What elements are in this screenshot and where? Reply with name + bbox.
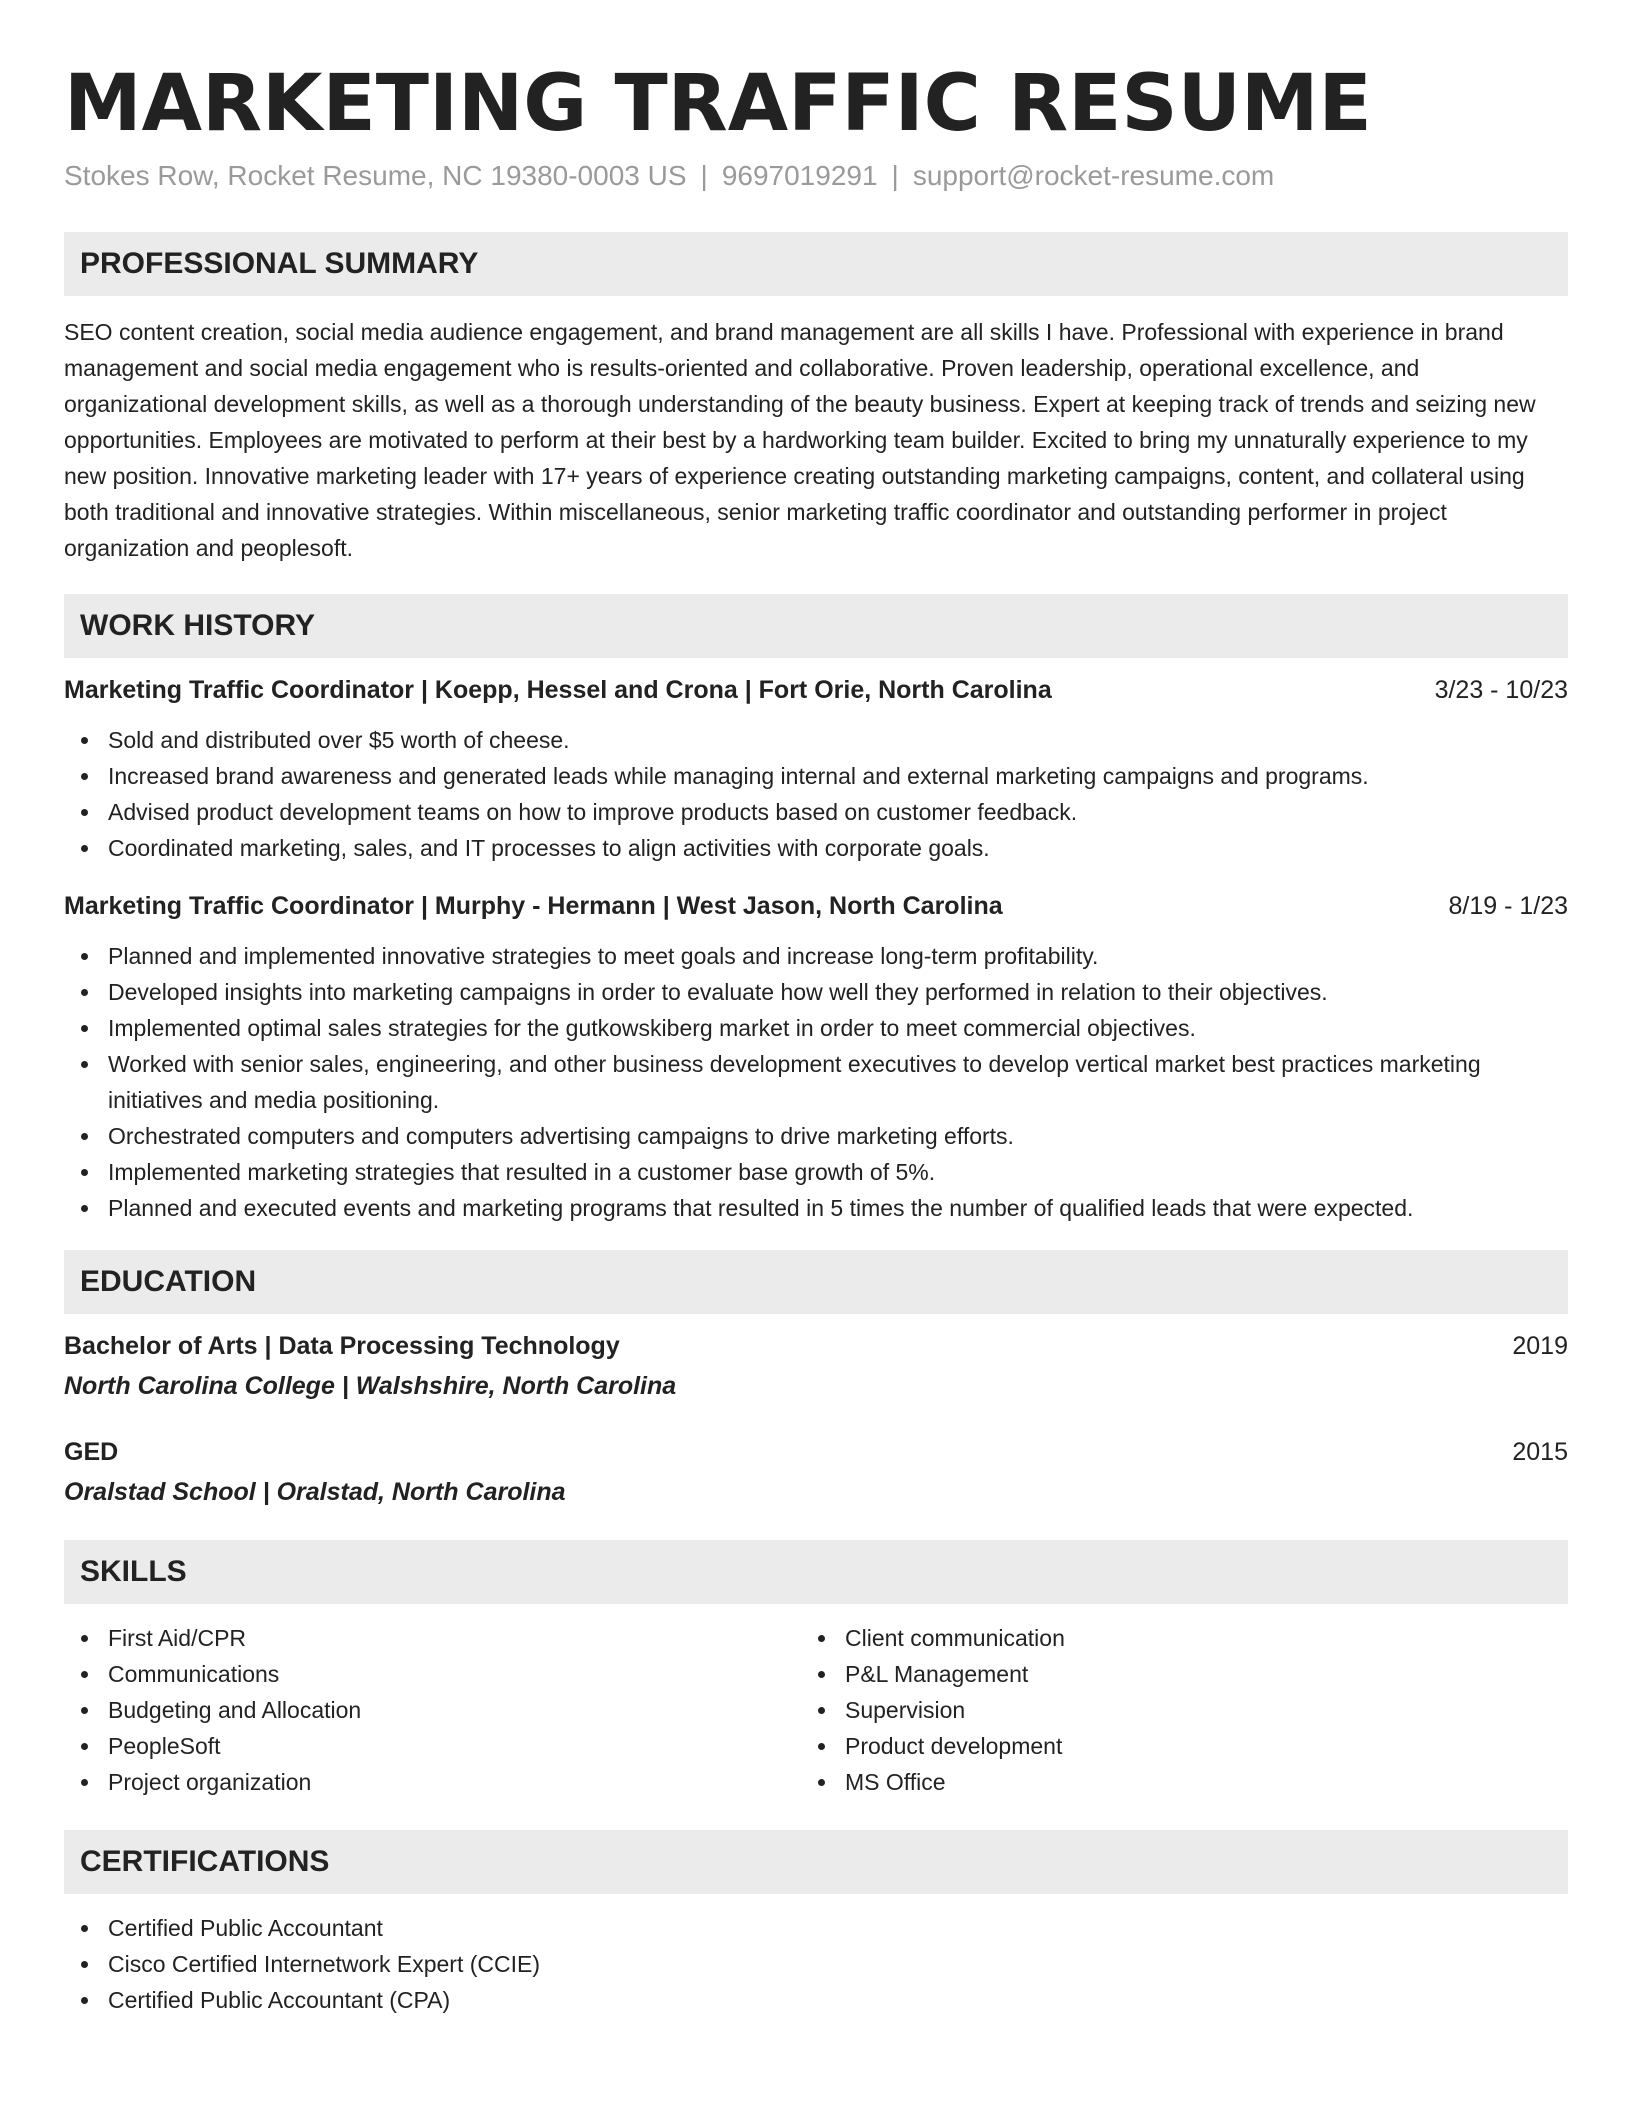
list-item: Project organization	[64, 1764, 801, 1800]
skills-column-left	[64, 1620, 801, 1800]
education-degree: GED	[64, 1438, 119, 1466]
job-dates: 8/19 - 1/23	[1448, 892, 1568, 920]
list-item: Worked with senior sales, engineering, and other business development executives to develop vertical market best practices marketing initiatives and media positioning.	[64, 1046, 1568, 1118]
job-bullets	[64, 938, 1568, 1226]
education-header	[64, 1328, 1568, 1364]
education-school: North Carolina College | Walshshire, North Carolina	[64, 1372, 677, 1400]
list-item: Planned and executed events and marketing programs that resulted in 5 times the number of qualified leads that were expected.	[64, 1190, 1568, 1226]
list-item: Developed insights into marketing campaigns in order to evaluate how well they performed in relation to their objectives.	[64, 974, 1568, 1010]
job-entry	[64, 672, 1568, 866]
education-entry	[64, 1328, 1568, 1404]
list-item: Orchestrated computers and computers advertising campaigns to drive marketing efforts.	[64, 1118, 1568, 1154]
job-dates: 3/23 - 10/23	[1434, 676, 1568, 704]
list-item: Sold and distributed over $5 worth of cheese.	[64, 722, 1568, 758]
job-title: Marketing Traffic Coordinator | Murphy - Hermann | West Jason, North Carolina	[64, 892, 1003, 920]
education-header	[64, 1434, 1568, 1470]
education-school: Oralstad School | Oralstad, North Carolina	[64, 1478, 566, 1506]
list-item: Supervision	[801, 1692, 1538, 1728]
list-item: First Aid/CPR	[64, 1620, 801, 1656]
skills-list	[801, 1620, 1538, 1800]
education-entry	[64, 1434, 1568, 1510]
work-history-heading: WORK HISTORY	[64, 594, 1568, 658]
job-header	[64, 672, 1568, 708]
certifications-heading: CERTIFICATIONS	[64, 1830, 1568, 1894]
certifications-list	[64, 1910, 1568, 2018]
skills-column-right	[801, 1620, 1538, 1800]
skills-grid	[64, 1620, 1568, 1800]
list-item: Coordinated marketing, sales, and IT processes to align activities with corporate goals.	[64, 830, 1568, 866]
contact-phone: 9697019291	[721, 160, 878, 191]
contact-line	[64, 158, 1568, 194]
contact-separator: |	[700, 160, 708, 191]
contact-email: support@rocket-resume.com	[912, 160, 1275, 191]
list-item: Communications	[64, 1656, 801, 1692]
contact-address: Stokes Row, Rocket Resume, NC 19380-0003 US	[64, 160, 687, 191]
education-year: 2015	[1512, 1438, 1568, 1466]
list-item: Planned and implemented innovative strategies to meet goals and increase long-term profitability.	[64, 938, 1568, 974]
list-item: Product development	[801, 1728, 1538, 1764]
list-item: Advised product development teams on how to improve products based on customer feedback.	[64, 794, 1568, 830]
job-title: Marketing Traffic Coordinator | Koepp, Hessel and Crona | Fort Orie, North Carolina	[64, 676, 1052, 704]
education-heading: EDUCATION	[64, 1250, 1568, 1314]
list-item: MS Office	[801, 1764, 1538, 1800]
list-item: Certified Public Accountant (CPA)	[64, 1982, 1568, 2018]
list-item: Implemented marketing strategies that resulted in a customer base growth of 5%.	[64, 1154, 1568, 1190]
list-item: P&L Management	[801, 1656, 1538, 1692]
list-item: Budgeting and Allocation	[64, 1692, 801, 1728]
resume-title: MARKETING TRAFFIC RESUME	[64, 59, 1372, 149]
job-header	[64, 888, 1568, 924]
education-degree: Bachelor of Arts | Data Processing Technology	[64, 1332, 620, 1360]
skills-heading: SKILLS	[64, 1540, 1568, 1604]
list-item: Certified Public Accountant	[64, 1910, 1568, 1946]
summary-text: SEO content creation, social media audience engagement, and brand management are all skills I have. Professional with experience in brand management and social media engagement who is results-oriented and collaborative. Proven leadership, operational excellence, and organizational development skills, as well as a thorough understanding of the beauty business. Expert at keeping track of trends and seizing new opportunities. Employees are motivated to perform at their best by a hardworking team builder. Excited to bring my unnaturally experience to my new position. Innovative marketing leader with 17+ years of experience creating outstanding marketing campaigns, content, and collateral using both traditional and innovative strategies. Within miscellaneous, senior marketing traffic coordinator and outstanding performer in project organization and peoplesoft.	[64, 319, 1536, 561]
education-year: 2019	[1512, 1332, 1568, 1360]
job-entry	[64, 888, 1568, 1226]
list-item: Implemented optimal sales strategies for the gutkowskiberg market in order to meet commercial objectives.	[64, 1010, 1568, 1046]
list-item: PeopleSoft	[64, 1728, 801, 1764]
summary-heading: PROFESSIONAL SUMMARY	[64, 232, 1568, 296]
skills-list	[64, 1620, 801, 1800]
list-item: Client communication	[801, 1620, 1538, 1656]
list-item: Cisco Certified Internetwork Expert (CCIE)	[64, 1946, 1568, 1982]
list-item: Increased brand awareness and generated leads while managing internal and external marketing campaigns and programs.	[64, 758, 1568, 794]
contact-separator: |	[891, 160, 899, 191]
job-bullets	[64, 722, 1568, 866]
